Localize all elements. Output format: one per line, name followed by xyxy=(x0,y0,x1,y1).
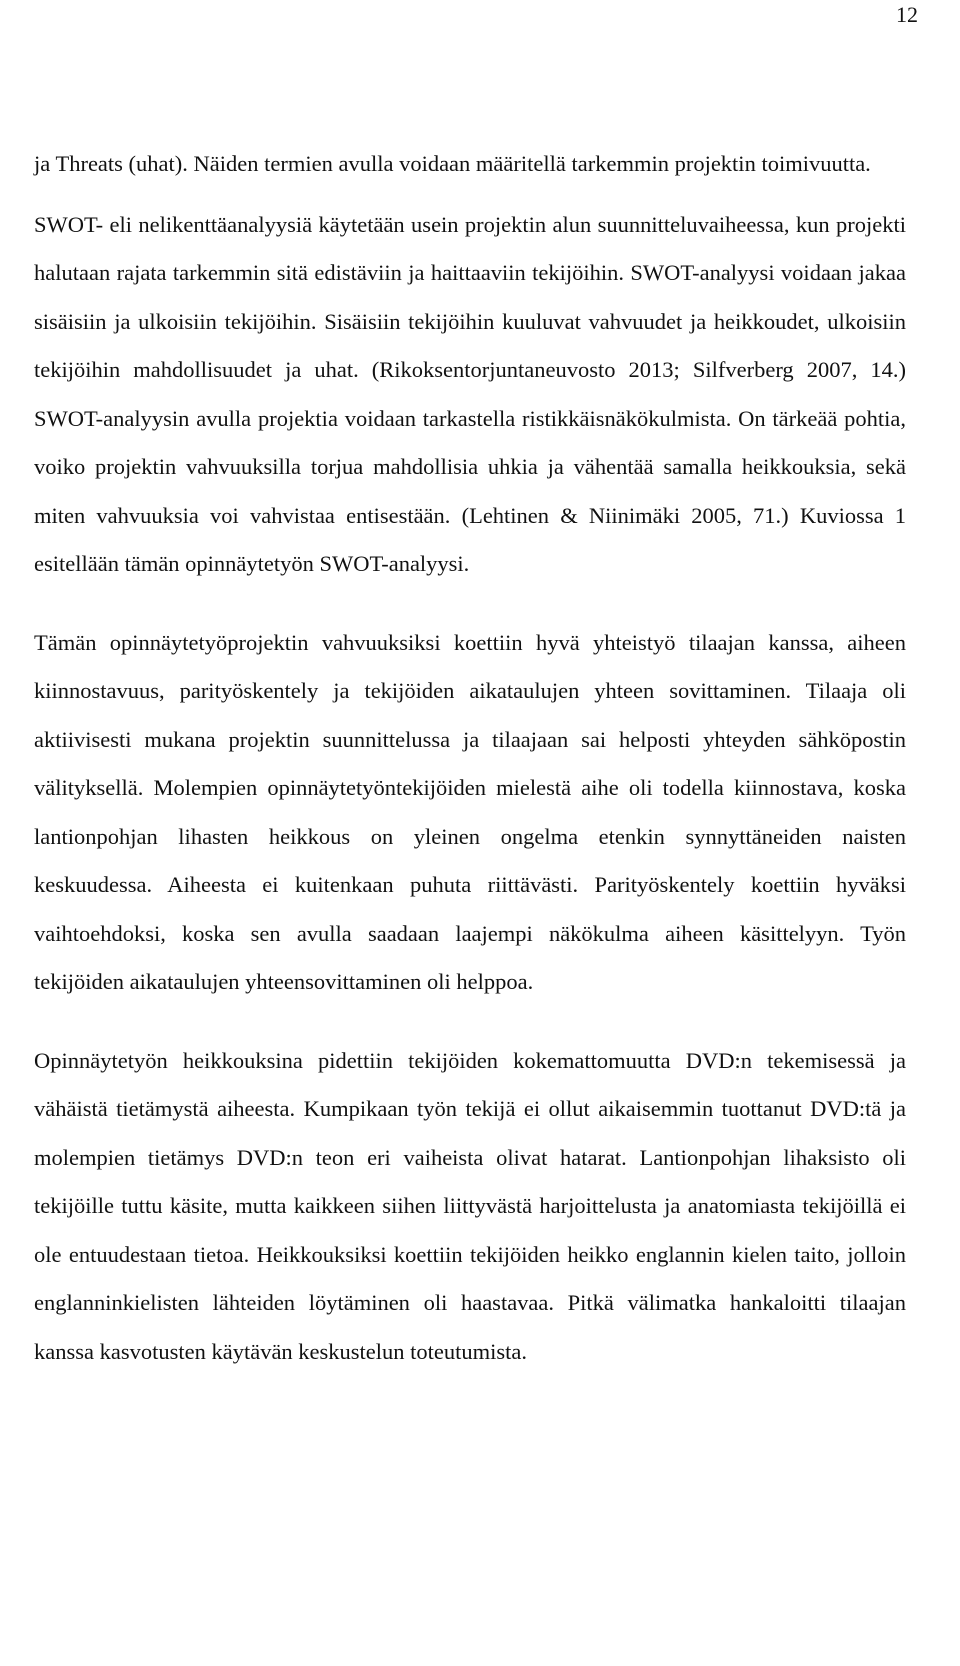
paragraph-weaknesses: Opinnäytetyön heikkouksina pidettiin tekijöiden kokemattomuutta DVD:n tekemisessä ja vähäistä tietämystä aiheesta. Kumpikaan työn tekijä ei ollut aikaisemmin tuottanut DVD:tä ja molempien tietämys DVD:n teon eri vaiheista olivat hatarat. Lantionpohjan lihaksisto oli tekijöille tuttu käsite, mutta kaikkeen siihen liittyvästä harjoittelusta ja anatomiasta tekijöillä ei ole entuudestaan tietoa. Heikkouksiksi koettiin tekijöiden heikko englannin kielen taito, jolloin englanninkielisten lähteiden löytäminen oli haastavaa. Pitkä välimatka hankaloitti tilaajan kanssa kasvotusten käytävän keskustelun toteutumista. xyxy=(34,1047,906,1364)
page-number: 12 xyxy=(896,2,918,27)
paragraph-strengths: Tämän opinnäytetyöprojektin vahvuuksiksi koettiin hyvä yhteistyö tilaajan kanssa, aiheen kiinnostavuus, parityöskentely ja tekijöiden aikataulujen yhteen sovittaminen. Tilaaja oli aktiivisesti mukana projektin suunnittelussa ja tilaajaan sai helposti yhteyden sähköpostin välityksellä. Molempien opinnäytetyöntekijöiden mielestä aihe oli todella kiinnostava, koska lantionpohjan lihasten heikkous on yleinen ongelma etenkin synnyttäneiden naisten keskuudessa. Aiheesta ei kuitenkaan puhuta riittävästi. Parityöskentely koettiin hyväksi vaihtoehdoksi, koska sen avulla saadaan laajempi näkökulma aiheen käsittelyyn. Työn tekijöiden aikataulujen yhteensovittaminen oli helppoa. xyxy=(34,629,906,994)
paragraph-continuation: ja Threats (uhat). Näiden termien avulla voidaan määritellä tarkemmin projektin toimivuutta. xyxy=(34,151,871,176)
paragraph-swot-intro: SWOT- eli nelikenttäanalyysiä käytetään usein projektin alun suunnitteluvaiheessa, kun projekti halutaan rajata tarkemmin sitä edistäviin ja haittaaviin tekijöihin. SWOT-analyysi voidaan jakaa sisäisiin ja ulkoisiin tekijöihin. Sisäisiin tekijöihin kuuluvat vahvuudet ja heikkoudet, ulkoisiin tekijöihin mahdollisuudet ja uhat. (Rikoksentorjuntaneuvosto 2013; Silfverberg 2007, 14.) SWOT-analyysin avulla projektia voidaan tarkastella ristikkäisnäkökulmista. On tärkeää pohtia, voiko projektin vahvuuksilla torjua mahdollisia uhkia ja vähentää samalla heikkouksia, sekä miten vahvuuksia voi vahvistaa entisestään. (Lehtinen & Niinimäki 2005, 71.) Kuviossa 1 esitellään tämän opinnäytetyön SWOT-analyysi. xyxy=(34,211,906,576)
document-body xyxy=(34,140,906,1406)
